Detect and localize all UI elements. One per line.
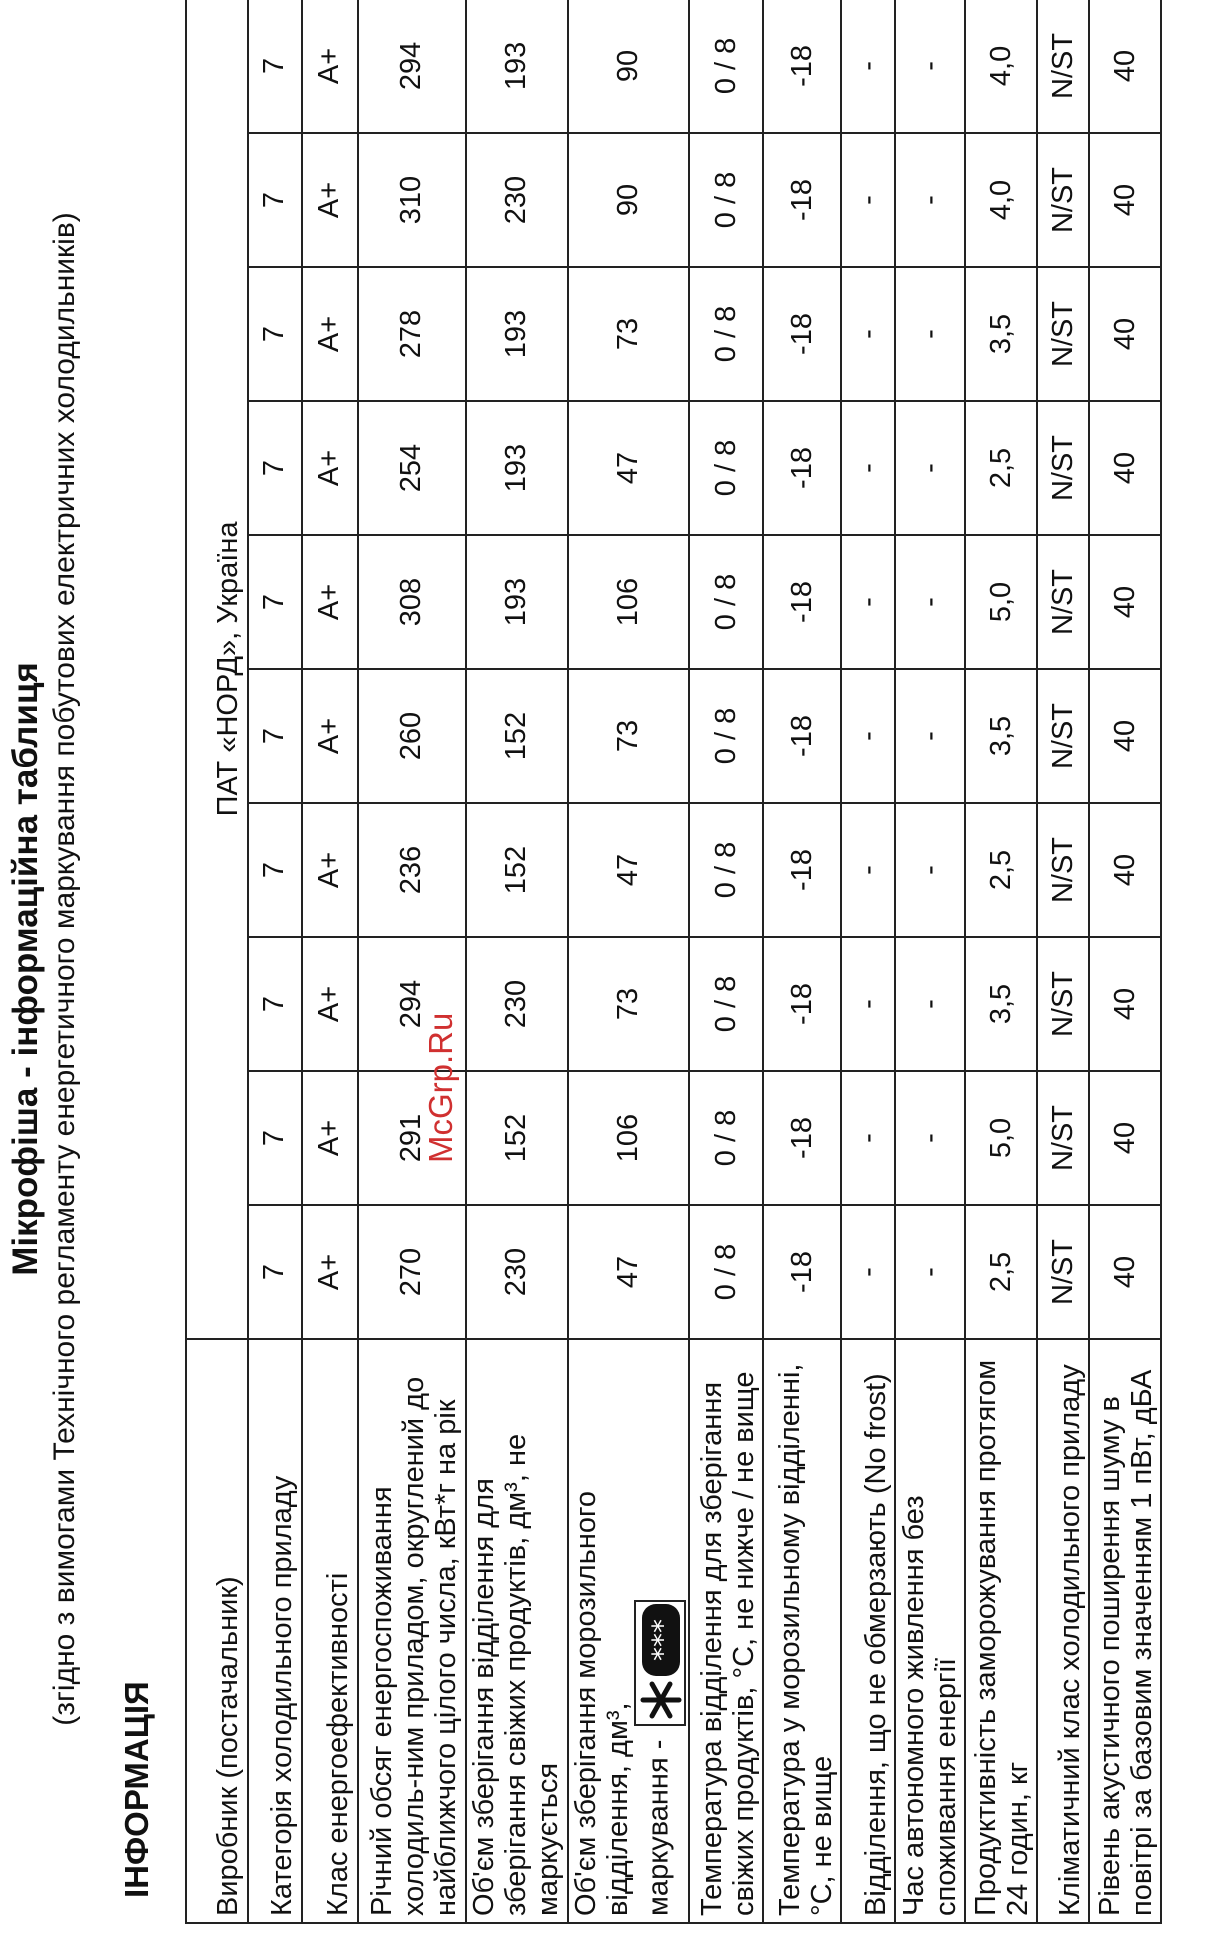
- freezer-volume-label: Об'єм зберігання морозильного відділення, дм³,: [569, 1490, 634, 1916]
- table-cell: A+: [302, 401, 358, 535]
- table-cell: -18: [763, 0, 841, 133]
- section-heading: ІНФОРМАЦІЯ: [118, 1681, 155, 1898]
- table-row: [568, 0, 690, 1923]
- row-label: Час автономного живлення без споживання енергії: [895, 1339, 965, 1923]
- table-cell: 2,5: [965, 401, 1037, 535]
- table-cell: -: [841, 267, 895, 401]
- table-cell: 291: [358, 1071, 466, 1205]
- table-cell: 254: [358, 401, 466, 535]
- manufacturer-value: ПАТ «НОРД», Україна: [186, 0, 248, 1339]
- table-cell: 0 / 8: [689, 803, 763, 937]
- row-label: Клас енергоефективності: [302, 1339, 358, 1923]
- row-label: Річний обсяг енергоспоживання холодиль-ним приладом, округлений до найближчого цілого числа, кВт*г на рік: [358, 1339, 466, 1923]
- table-cell: A+: [302, 535, 358, 669]
- table-cell: 230: [466, 133, 568, 267]
- table-cell: 278: [358, 267, 466, 401]
- table-cell: N/ST: [1037, 401, 1089, 535]
- row-label: [568, 1339, 690, 1923]
- table-cell: -: [895, 267, 965, 401]
- table-cell: 73: [568, 937, 690, 1071]
- table-cell: A+: [302, 669, 358, 803]
- table-cell: A+: [302, 1205, 358, 1339]
- table-row: [965, 0, 1037, 1923]
- table-cell: N/ST: [1037, 803, 1089, 937]
- table-cell: -18: [763, 535, 841, 669]
- microfiche-table: [185, 0, 1162, 1924]
- table-cell: A+: [302, 803, 358, 937]
- table-cell: 40: [1089, 267, 1161, 401]
- table-row: [1037, 0, 1089, 1923]
- table-cell: -: [895, 133, 965, 267]
- table-cell: 90: [568, 0, 690, 133]
- table-row: [466, 0, 568, 1923]
- table-cell: A+: [302, 0, 358, 133]
- row-label: Продуктивність заморожування протягом 24 годин, кг: [965, 1339, 1037, 1923]
- table-cell: 47: [568, 1205, 690, 1339]
- row-label: Температура у морозильному відділенні, °С, не вище: [763, 1339, 841, 1923]
- table-cell: N/ST: [1037, 937, 1089, 1071]
- table-cell: 40: [1089, 1071, 1161, 1205]
- table-cell: 3,5: [965, 669, 1037, 803]
- table-cell: 5,0: [965, 535, 1037, 669]
- table-cell: -: [895, 1071, 965, 1205]
- table-cell: -18: [763, 669, 841, 803]
- table-cell: -: [841, 937, 895, 1071]
- table-row: [841, 0, 895, 1923]
- table-row: [358, 0, 466, 1923]
- row-label: Кліматичний клас холодильного приладу: [1037, 1339, 1089, 1923]
- table-cell: 193: [466, 0, 568, 133]
- table-cell: 152: [466, 669, 568, 803]
- row-label: Рівень акустичного поширення шуму в повітрі за базовим значенням 1 пВт, дБА: [1089, 1339, 1161, 1923]
- table-cell: A+: [302, 937, 358, 1071]
- svg-text:***: ***: [646, 1618, 680, 1661]
- table-cell: -: [895, 937, 965, 1071]
- row-label: Відділення, що не обмерзають (No frost): [841, 1339, 895, 1923]
- table-cell: 40: [1089, 1205, 1161, 1339]
- table-cell: 308: [358, 535, 466, 669]
- row-label: Температура відділення для зберігання свіжих продуктів, °С, не нижче / не вище: [689, 1339, 763, 1923]
- table-cell: -: [841, 401, 895, 535]
- table-cell: 2,5: [965, 803, 1037, 937]
- table-cell: 230: [466, 1205, 568, 1339]
- table-cell: -18: [763, 267, 841, 401]
- table-cell: 260: [358, 669, 466, 803]
- table-cell: 7: [248, 937, 302, 1071]
- table-cell: 4,0: [965, 0, 1037, 133]
- table-cell: -: [895, 535, 965, 669]
- table-cell: 0 / 8: [689, 0, 763, 133]
- table-row-manufacturer: [186, 0, 248, 1923]
- table-cell: 310: [358, 133, 466, 267]
- table-cell: 294: [358, 0, 466, 133]
- table-cell: 193: [466, 267, 568, 401]
- table-cell: -: [841, 1071, 895, 1205]
- table-cell: -: [841, 0, 895, 133]
- table-cell: 0 / 8: [689, 535, 763, 669]
- table-cell: -: [841, 133, 895, 267]
- table-cell: 7: [248, 669, 302, 803]
- table-cell: 106: [568, 535, 690, 669]
- table-row: [763, 0, 841, 1923]
- table-cell: -: [895, 401, 965, 535]
- table-cell: N/ST: [1037, 0, 1089, 133]
- table-cell: A+: [302, 133, 358, 267]
- row-label: Виробник (постачальник): [186, 1339, 248, 1923]
- table-cell: 7: [248, 803, 302, 937]
- table-cell: 4,0: [965, 133, 1037, 267]
- table-cell: 7: [248, 401, 302, 535]
- table-cell: 0 / 8: [689, 133, 763, 267]
- table-cell: -: [895, 803, 965, 937]
- table-cell: 7: [248, 535, 302, 669]
- table-cell: 0 / 8: [689, 401, 763, 535]
- table-cell: 294: [358, 937, 466, 1071]
- table-cell: 40: [1089, 937, 1161, 1071]
- table-row: [895, 0, 965, 1923]
- table-cell: 90: [568, 133, 690, 267]
- row-label: Категорія холодильного приладу: [248, 1339, 302, 1923]
- table-cell: -: [895, 669, 965, 803]
- table-cell: 0 / 8: [689, 267, 763, 401]
- table-cell: 193: [466, 535, 568, 669]
- table-cell: N/ST: [1037, 1071, 1089, 1205]
- table-row: [248, 0, 302, 1923]
- marking-label: маркування -: [643, 1739, 676, 1916]
- table-cell: A+: [302, 1071, 358, 1205]
- table-cell: 270: [358, 1205, 466, 1339]
- table-cell: -18: [763, 937, 841, 1071]
- table-cell: 40: [1089, 0, 1161, 133]
- table-cell: 7: [248, 133, 302, 267]
- table-row: [689, 0, 763, 1923]
- table-cell: 47: [568, 803, 690, 937]
- table-row: [302, 0, 358, 1923]
- table-cell: 40: [1089, 669, 1161, 803]
- table-cell: 40: [1089, 401, 1161, 535]
- table-cell: N/ST: [1037, 267, 1089, 401]
- table-cell: -: [841, 669, 895, 803]
- table-cell: 7: [248, 0, 302, 133]
- table-cell: -: [841, 535, 895, 669]
- table-cell: N/ST: [1037, 133, 1089, 267]
- table-cell: -: [895, 1205, 965, 1339]
- table-cell: -18: [763, 1071, 841, 1205]
- table-cell: 40: [1089, 535, 1161, 669]
- table-cell: 152: [466, 803, 568, 937]
- table-cell: 0 / 8: [689, 1071, 763, 1205]
- table-cell: -18: [763, 401, 841, 535]
- table-cell: 2,5: [965, 1205, 1037, 1339]
- watermark: McGrp.Ru: [422, 1012, 459, 1163]
- row-label: Об'єм зберігання відділення для зберігання свіжих продуктів, дм³, не маркується: [466, 1339, 568, 1923]
- table-cell: 7: [248, 267, 302, 401]
- table-cell: 0 / 8: [689, 937, 763, 1071]
- page-subtitle: (згідно з вимогами Технічного регламенту енергетичного маркування побутових електричних холодильників): [48, 212, 81, 1726]
- table-cell: 5,0: [965, 1071, 1037, 1205]
- table-cell: 73: [568, 267, 690, 401]
- table-cell: 47: [568, 401, 690, 535]
- table-cell: 152: [466, 1071, 568, 1205]
- table-cell: N/ST: [1037, 535, 1089, 669]
- table-cell: 40: [1089, 133, 1161, 267]
- table-cell: 40: [1089, 803, 1161, 937]
- table-cell: 7: [248, 1071, 302, 1205]
- table-cell: 193: [466, 401, 568, 535]
- table-cell: 236: [358, 803, 466, 937]
- table-cell: -18: [763, 133, 841, 267]
- table-cell: 7: [248, 1205, 302, 1339]
- table-cell: A+: [302, 267, 358, 401]
- table-cell: 230: [466, 937, 568, 1071]
- table-cell: -: [841, 1205, 895, 1339]
- table-cell: N/ST: [1037, 1205, 1089, 1339]
- table-row: [1089, 0, 1161, 1923]
- table-cell: 0 / 8: [689, 669, 763, 803]
- table-cell: 3,5: [965, 267, 1037, 401]
- table-cell: -: [841, 803, 895, 937]
- table-cell: 3,5: [965, 937, 1037, 1071]
- page-title: Мікрофіша - інформаційна таблиця: [6, 662, 45, 1276]
- table-cell: -18: [763, 803, 841, 937]
- table-cell: -18: [763, 1205, 841, 1339]
- table-cell: 106: [568, 1071, 690, 1205]
- table-cell: 0 / 8: [689, 1205, 763, 1339]
- star-rating-icon: [634, 1600, 686, 1726]
- table-cell: 73: [568, 669, 690, 803]
- table-cell: N/ST: [1037, 669, 1089, 803]
- table-cell: -: [895, 0, 965, 133]
